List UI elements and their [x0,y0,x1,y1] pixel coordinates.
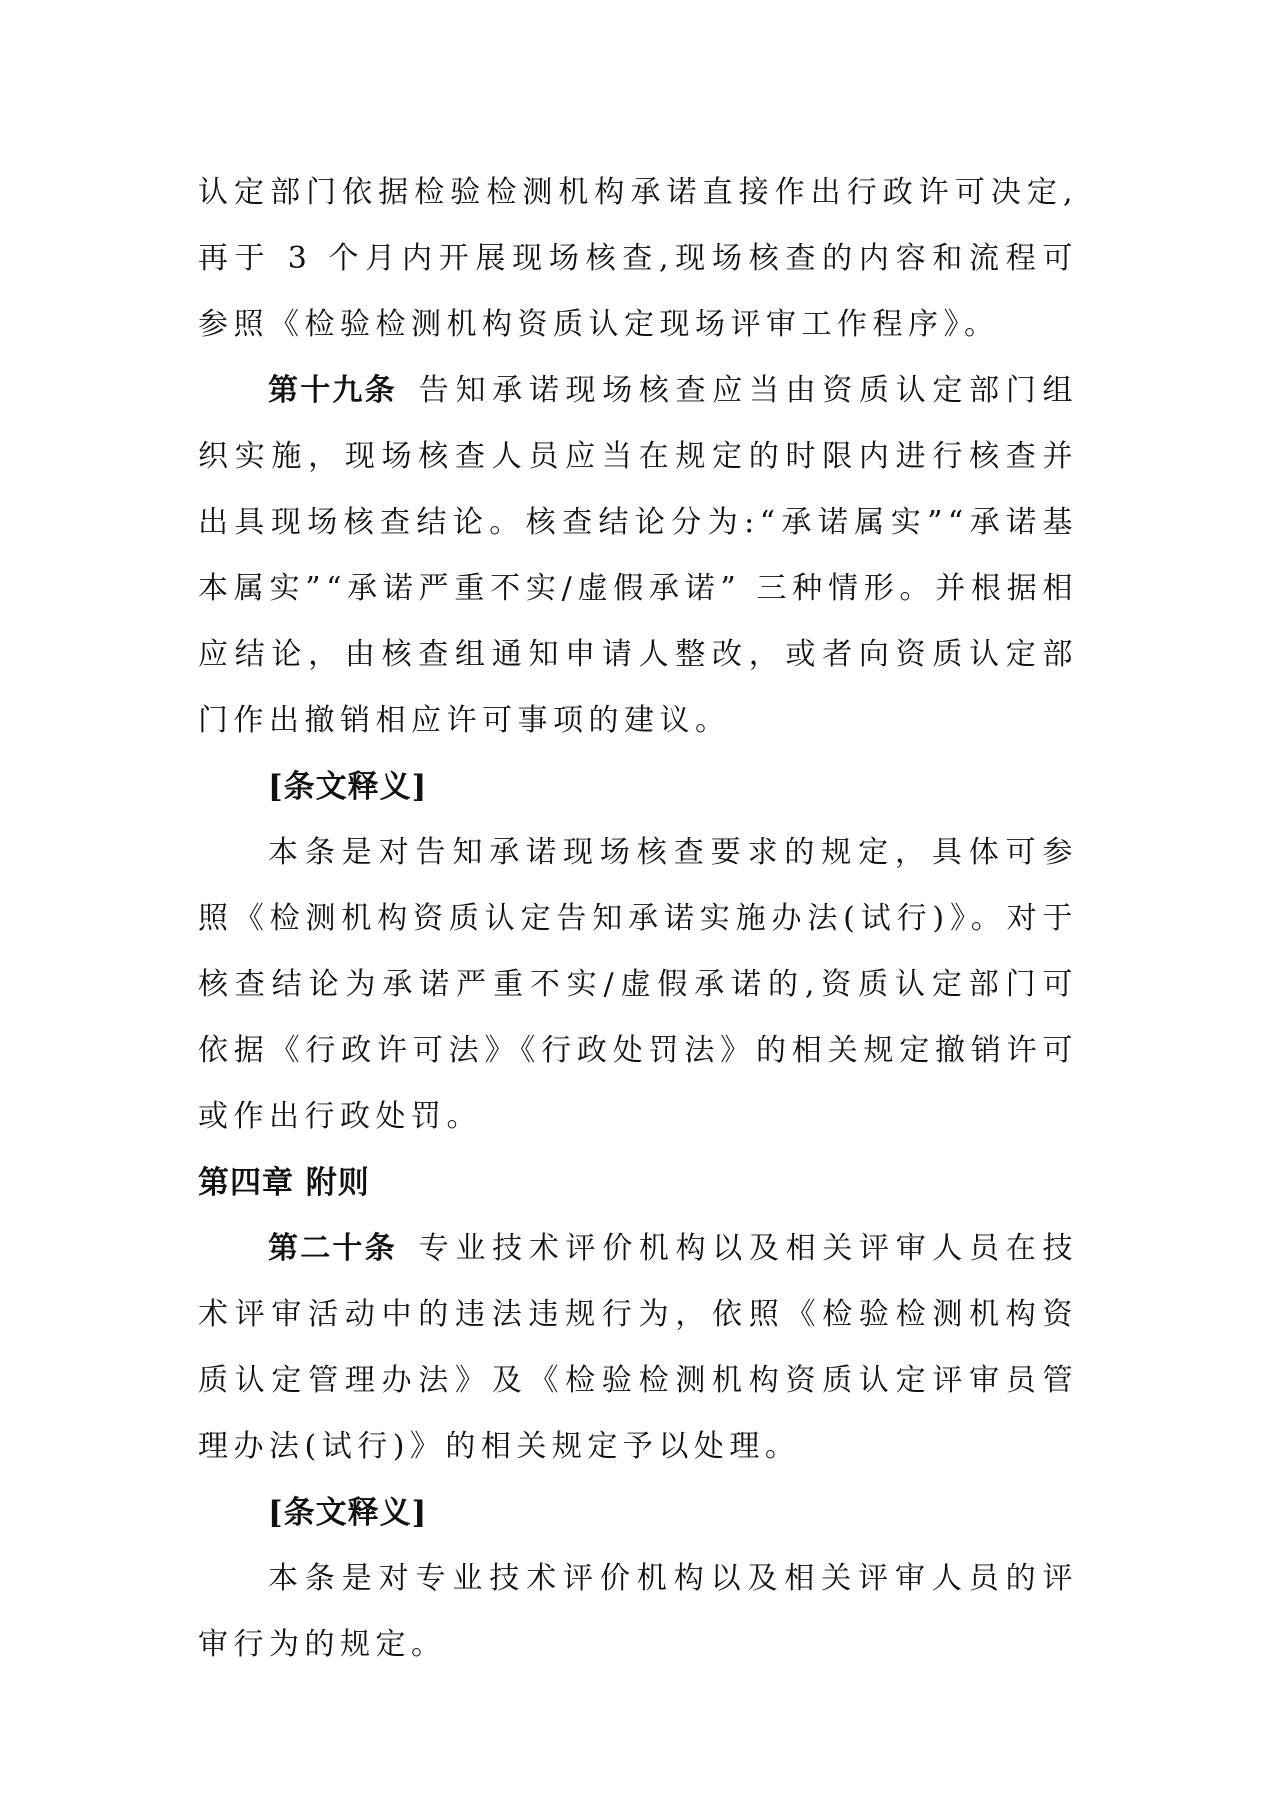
interpretation-19-text: 本条是对告知承诺现场核查要求的规定，具体可参照《检测机构资质认定告知承诺实施办法(试行)》。对于核查结论为承诺严重不实/虚假承诺的,资质认定部门可依据《行政许可法》《行政处罚法》的相关规定撤销许可或作出行政处罚。 [198,835,1078,1134]
chapter-4-title: 第四章 附则 [198,1165,370,1201]
article-19 [198,358,1078,754]
document-page [198,160,1078,1678]
interpretation-19-heading: [条文释义] [268,769,428,805]
article-20-label: 第二十条 [268,1231,397,1266]
paragraph-continuation: 认定部门依据检验检测机构承诺直接作出行政许可决定,再于 3 个月内开展现场核查,现场核查的内容和流程可参照《检验检测机构资质认定现场评审工作程序》。 [198,175,1078,342]
interpretation-20-heading: [条文释义] [268,1495,428,1531]
interpretation-20-text: 本条是对专业技术评价机构以及相关评审人员的评审行为的规定。 [198,1561,1078,1662]
article-20 [198,1216,1078,1480]
article-20-text: 专业技术评价机构以及相关评审人员在技术评审活动中的违法违规行为，依照《检验检测机构资质认定管理办法》及《检验检测机构资质认定评审员管理办法(试行)》的相关规定予以处理。 [198,1231,1079,1464]
article-19-label: 第十九条 [268,373,397,408]
article-19-text: 告知承诺现场核查应当由资质认定部门组织实施，现场核查人员应当在规定的时限内进行核查并出具现场核查结论。核查结论分为:“承诺属实”“承诺基本属实”“承诺严重不实/虚假承诺” 三种情形。并根据相应结论，由核查组通知申请人整改，或者向资质认定部门作出撤销相应许可事项的建议。 [198,373,1079,738]
